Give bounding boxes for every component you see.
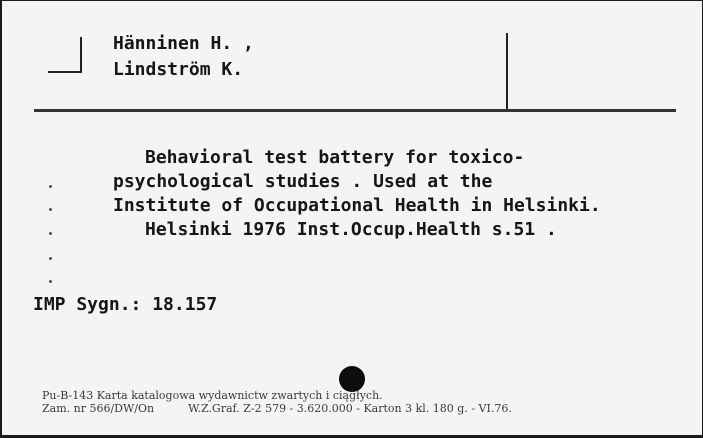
- margin-dot: [49, 257, 52, 260]
- margin-dot: [49, 208, 52, 211]
- author-2: Lindström K.: [113, 59, 244, 80]
- author-bracket-vertical: [80, 37, 82, 73]
- footer-print-info: W.Z.Graf. Z-2 579 - 3.620.000 - Karton 3 kl. 180 g. - VI.76.: [188, 402, 512, 415]
- title-line-4: Helsinki 1976 Inst.Occup.Health s.51 .: [145, 219, 557, 240]
- author-bracket-horizontal: [48, 71, 82, 73]
- catalog-card: [2, 1, 702, 435]
- author-1: Hänninen H. ,: [113, 33, 254, 54]
- horizontal-rule: [34, 109, 676, 112]
- margin-dot: [49, 232, 52, 235]
- authors-block: [113, 32, 254, 84]
- footer-line-2: [42, 402, 512, 415]
- signature-label: IMP Sygn.:: [33, 294, 142, 315]
- signature-line: [33, 293, 217, 317]
- footer-order-number: Zam. nr 566/DW/On: [42, 402, 155, 415]
- footer-line-1: Pu-B-143 Karta katalogowa wydawnictw zwartych i ciągłych.: [42, 389, 383, 402]
- author-divider-line: [506, 33, 508, 111]
- margin-dot: [49, 280, 52, 283]
- title-line-1: Behavioral test battery for toxico-: [145, 147, 525, 168]
- title-line-3: Institute of Occupational Health in Helsinki.: [113, 195, 601, 216]
- signature-value: 18.157: [152, 294, 218, 315]
- title-line-2: psychological studies . Used at the: [113, 171, 493, 192]
- margin-dot: [49, 185, 52, 188]
- print-footer: [42, 389, 512, 415]
